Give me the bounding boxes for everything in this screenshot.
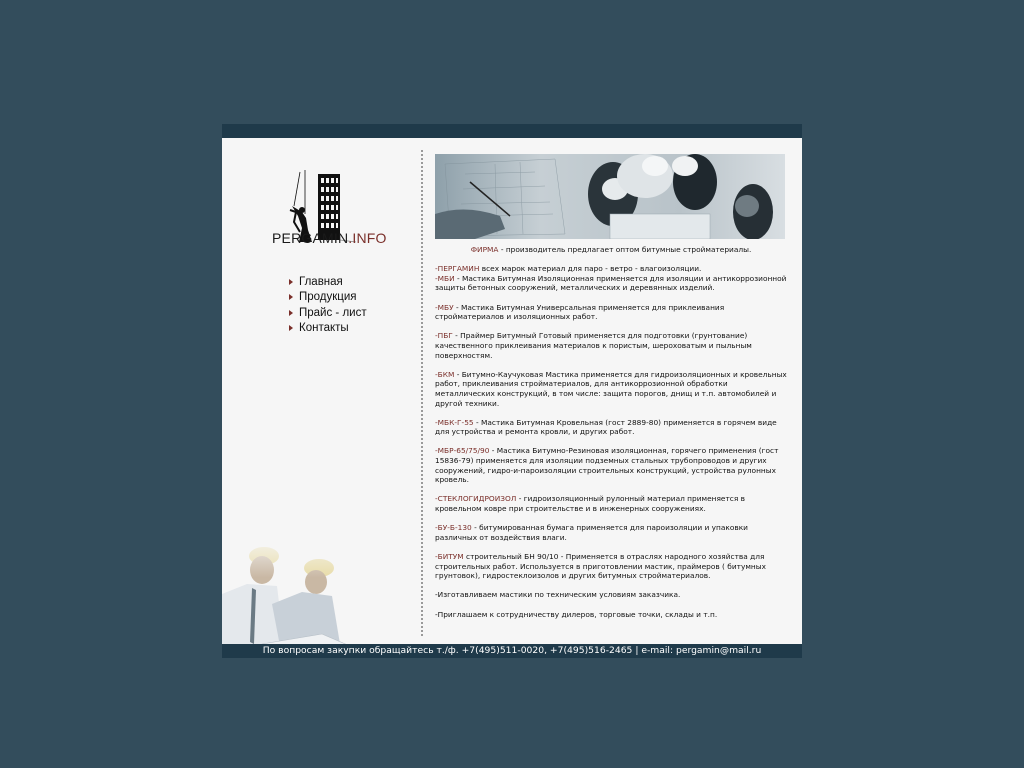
product-key: -МБУ [435, 302, 454, 312]
product-item [435, 264, 787, 274]
product-text: - Мастика Битумная Изоляционная применяется для изоляции и антикоррозионной защиты бетонных сооружений, металлических и деревянных изделий. [435, 273, 787, 293]
intro-text [435, 245, 787, 255]
product-item [435, 494, 787, 513]
column-divider [421, 150, 423, 636]
nav-item-products[interactable] [288, 290, 367, 306]
product-key: -СТЕКЛОГИДРОИЗОЛ [435, 494, 517, 504]
nav-item-label: Контакты [299, 322, 349, 335]
product-text: - Мастика Битумно-Резиновая изоляционная, горячего применения (гост 15836-79) применяется для изоляции подземных стальных трубопроводов и других сооружений, гидро-и-пароизоляции строительных конструкций, устройства рулонных кровель. [435, 446, 779, 485]
nav-item-price-list[interactable] [288, 305, 367, 321]
product-text: - Мастика Битумная Универсальная применяется для приклеивания стройматериалов и изоляционных работ. [435, 302, 725, 322]
site-logo-text[interactable] [272, 230, 392, 246]
product-key: -БУ-Б-130 [435, 523, 472, 533]
product-key: -БИТУМ [435, 552, 464, 561]
product-key: -ПБГ [435, 331, 453, 341]
arrow-right-icon [289, 279, 293, 285]
product-item [435, 418, 787, 437]
page-container [222, 124, 802, 658]
product-item [435, 274, 787, 293]
product-text: - гидроизоляционный рулонный материал применяется в кровельном ковре при строительстве и в инженерных сооружениях. [435, 494, 745, 514]
product-description [435, 245, 787, 619]
main-nav [288, 274, 367, 336]
intro-key: ФИРМА [470, 245, 499, 254]
logo-name: PERGAMIN [272, 230, 349, 246]
product-item [435, 331, 787, 360]
product-key: -МБК-Г-55 [435, 417, 474, 427]
product-text: - Праймер Битумный Готовый применяется для подготовки (грунтование) качественного приклеивания материалов к пористым, шероховатым и пыльным поверхностям. [435, 331, 752, 360]
product-item [435, 370, 787, 408]
product-key: -ПЕРГАМИН [435, 264, 480, 274]
product-item [435, 523, 787, 542]
note-dealers: -Приглашаем к сотрудничеству дилеров, торговые точки, склады и т.п. [435, 609, 718, 619]
left-column [222, 138, 421, 644]
product-text: всех марок материал для паро - ветро - влагоизоляции. [479, 264, 702, 274]
nav-item-label: Прайс - лист [299, 306, 367, 319]
product-text: - Битумно-Каучуковая Мастика применяется для гидроизоляционных и кровельных работ, приклеивания стройматериалов, для антикоррозионной обработки металлических конструкций, в том числе: защита порогов, днищ и т.п. автомобилей и другой техники. [435, 369, 787, 408]
main-content [435, 154, 787, 629]
arrow-right-icon [289, 294, 293, 300]
nav-item-label: Продукция [299, 291, 357, 304]
product-item [435, 446, 787, 484]
nav-item-contacts[interactable] [288, 321, 367, 337]
note-custom-orders: -Изготавливаем мастики по техническим условиям заказчика. [435, 590, 681, 600]
product-text: - битумированная бумага применяется для пароизоляции и упаковки различных от воздействия влаги. [435, 523, 748, 542]
product-text: - Мастика Битумная Кровельная (гост 2889-80) применяется в горячем виде для устройства и ремонта кровли, и других работ. [435, 417, 777, 437]
intro-body: - производитель предлагает оптом битумные стройматериалы. [498, 245, 752, 254]
arrow-right-icon [289, 310, 293, 316]
nav-item-label: Главная [299, 275, 343, 288]
product-item [435, 303, 787, 322]
nav-item-home[interactable] [288, 274, 367, 290]
footer-contact-bar: По вопросам закупки обращайтесь т./ф. +7(495)511-0020, +7(495)516-2465 | e-mail: pergamin@mail.ru [222, 644, 802, 658]
construction-banner-image [435, 154, 785, 239]
product-key: -МБР-65/75/90 [435, 446, 490, 456]
product-key: -МБИ [435, 273, 455, 283]
product-item [435, 552, 787, 581]
product-key: -БКМ [435, 369, 455, 379]
arrow-right-icon [289, 325, 293, 331]
header-bar [222, 124, 802, 138]
logo-suffix: .INFO [348, 230, 387, 246]
product-text: строительный БН 90/10 - Применяется в отраслях народного хозяйства для строительных работ. Используется в приготовлении мастик, праймеров ( битумных грунтовок), гидростеклоизолов и других битумных стройматериалов. [435, 552, 766, 581]
workers-photo [222, 534, 357, 658]
